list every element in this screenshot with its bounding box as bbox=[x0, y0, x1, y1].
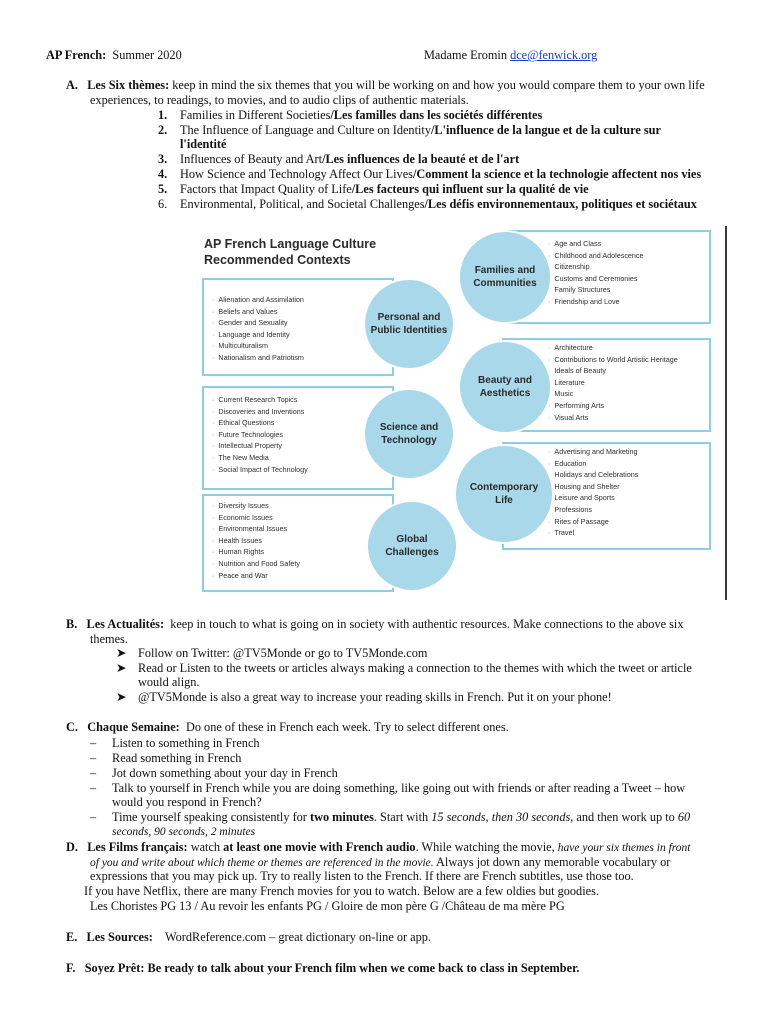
context-circle-contemporary: Contemporary Life bbox=[454, 444, 554, 544]
section-d-letter: D. bbox=[66, 840, 78, 854]
context-list: · Alienation and Assimilation · Beliefs and Values · Gender and Sexuality · Language and Identity · Multiculturalism · Nationalism and Patriotism bbox=[212, 294, 304, 364]
figure-border bbox=[725, 226, 727, 600]
section-b-letter: B. bbox=[66, 617, 78, 631]
section-b-line1: B. Les Actualités: keep in touch to what is going on in society with authentic resources. Make connections to the above six bbox=[66, 617, 684, 631]
dash-bullet: – bbox=[90, 810, 97, 824]
section-a-title: Les Six thèmes: bbox=[87, 78, 170, 92]
section-c-line1: C. Chaque Semaine: Do one of these in French each week. Try to select different ones. bbox=[66, 720, 509, 734]
theme-text: Families in Different Societies/Les familles dans les sociétés différentes bbox=[180, 108, 543, 122]
section-b-bullet: Read or Listen to the tweets or articles always making a connection to the themes with which the tweet or article bbox=[138, 661, 692, 675]
context-list: · Advertising and Marketing · Education · Holidays and Celebrations · Housing and Shelter · Leisure and Sports · Professions · Rites of Passage · Travel bbox=[548, 446, 638, 539]
section-c-item: Jot down something about your day in French bbox=[112, 766, 338, 780]
section-e-line: E. Les Sources: WordReference.com – great dictionary on-line or app. bbox=[66, 930, 432, 944]
course-label: AP French: bbox=[46, 48, 107, 62]
section-f-line bbox=[66, 961, 580, 975]
arrow-bullet-icon: ➤ bbox=[116, 661, 127, 675]
section-c-item: Talk to yourself in French while you are doing something, like going out with friends or after reading a Tweet – how bbox=[112, 781, 686, 795]
context-list: · Diversity Issues · Economic Issues · Environmental Issues · Health Issues · Human Rights · Nutrition and Food Safety · Peace and War bbox=[212, 500, 300, 581]
dash-bullet: – bbox=[90, 736, 97, 750]
section-b-bullet: Follow on Twitter: @TV5Monde or go to TV5Monde.com bbox=[138, 646, 428, 660]
context-circle-science: Science and Technology bbox=[363, 388, 455, 480]
figure-title: AP French Language Culture Recommended Contexts bbox=[204, 237, 377, 267]
section-b-title: Les Actualités: bbox=[86, 617, 165, 631]
section-d-movies: Les Choristes PG 13 / Au revoir les enfants PG / Gloire de mon père G /Château de ma mère PG bbox=[90, 899, 565, 913]
section-f-letter: F. bbox=[66, 961, 76, 975]
theme-text: How Science and Technology Affect Our Lives/Comment la science et la technologie affectent nos vies bbox=[180, 167, 702, 181]
term-label: Summer 2020 bbox=[112, 48, 182, 62]
section-b-bullet-cont: would align. bbox=[138, 675, 200, 689]
section-d-title: Les Films français: bbox=[87, 840, 188, 854]
theme-item: 3. bbox=[158, 152, 168, 166]
section-c-title: Chaque Semaine: bbox=[87, 720, 180, 734]
dash-bullet: – bbox=[90, 751, 97, 765]
section-c-timer-cont: seconds, 90 seconds, 2 minutes bbox=[112, 826, 256, 838]
section-c-letter: C. bbox=[66, 720, 78, 734]
section-f-text: Soyez Prêt: Be ready to talk about your French film when we come back to class in September. bbox=[84, 961, 580, 975]
context-circle-families: Families and Communities bbox=[458, 230, 552, 324]
section-b-intro-2: themes. bbox=[90, 632, 128, 646]
theme-item: 1. bbox=[158, 108, 168, 122]
section-d-line3: expressions that you may pick up. Try to really listen to the French. If there are French subtitles, use those too. bbox=[90, 869, 634, 883]
theme-text: Influences of Beauty and Art/Les influences de la beauté et de l'art bbox=[180, 152, 520, 166]
theme-text: The Influence of Language and Culture on Identity/L'influence de la langue et de la culture sur bbox=[180, 123, 661, 137]
theme-item: 4. bbox=[158, 167, 168, 181]
context-circle-beauty: Beauty and Aesthetics bbox=[458, 340, 552, 434]
section-c-timer: Time yourself speaking consistently for two minutes. Start with 15 seconds, then 30 seconds, and then work up to 60 bbox=[112, 810, 691, 824]
section-d-line2: of you and write about which theme or themes are referenced in the movie. Always jot down any memorable vocabulary or bbox=[90, 855, 671, 869]
section-c-item: Read something in French bbox=[112, 751, 242, 765]
recommended-contexts-figure bbox=[196, 222, 731, 600]
section-b-bullet: @TV5Monde is also a great way to increase your reading skills in French. Put it on your phone! bbox=[138, 690, 612, 704]
context-circle-global: Global Challenges bbox=[366, 500, 458, 592]
dash-bullet: – bbox=[90, 781, 97, 795]
teacher-line bbox=[424, 48, 597, 62]
section-e-title: Les Sources: bbox=[86, 930, 153, 944]
context-list: · Current Research Topics · Discoveries and Inventions · Ethical Questions · Future Technologies · Intellectual Property · The New Media · Social Impact of Technology bbox=[212, 394, 308, 475]
arrow-bullet-icon: ➤ bbox=[116, 690, 127, 704]
section-c-item-cont: would you respond in French? bbox=[112, 795, 262, 809]
dash-bullet: – bbox=[90, 766, 97, 780]
teacher-name: Madame Eromin bbox=[424, 48, 507, 62]
theme-text: Environmental, Political, and Societal Challenges/Les défis environnementaux, politiques et sociétaux bbox=[180, 197, 697, 211]
theme-text: Factors that Impact Quality of Life/Les facteurs qui influent sur la qualité de vie bbox=[180, 182, 589, 196]
section-a-line1 bbox=[66, 78, 705, 92]
theme-item: 5. bbox=[158, 182, 168, 196]
section-c-item: Listen to something in French bbox=[112, 736, 260, 750]
section-a-intro: keep in mind the six themes that you will be working on and how you would compare them to your own life bbox=[172, 78, 705, 92]
theme-text-cont: l'identité bbox=[180, 137, 227, 151]
section-e-letter: E. bbox=[66, 930, 78, 944]
section-d-line1: D. Les Films français: watch at least one movie with French audio. While watching the movie, have your six themes in front bbox=[66, 840, 691, 854]
section-a-intro-2: experiences, to readings, to movies, and to audio clips of authentic materials. bbox=[90, 93, 469, 107]
teacher-email-link[interactable]: dce@fenwick.org bbox=[510, 48, 598, 62]
section-a-letter: A. bbox=[66, 78, 78, 92]
page-header bbox=[46, 48, 182, 62]
context-list: · Age and Class · Childhood and Adolescence · Citizenship · Customs and Ceremonies · Family Structures · Friendship and Love bbox=[548, 238, 644, 308]
arrow-bullet-icon: ➤ bbox=[116, 646, 127, 660]
context-circle-personal: Personal and Public Identities bbox=[363, 278, 455, 370]
theme-item: 6. bbox=[158, 197, 168, 211]
theme-item: 2. bbox=[158, 123, 168, 137]
section-d-line4: If you have Netflix, there are many French movies for you to watch. Below are a few oldies but goodies. bbox=[84, 884, 599, 898]
context-list: · Architecture · Contributions to World Artistic Heritage · Ideals of Beauty · Literature · Music · Performing Arts · Visual Arts bbox=[548, 342, 678, 423]
